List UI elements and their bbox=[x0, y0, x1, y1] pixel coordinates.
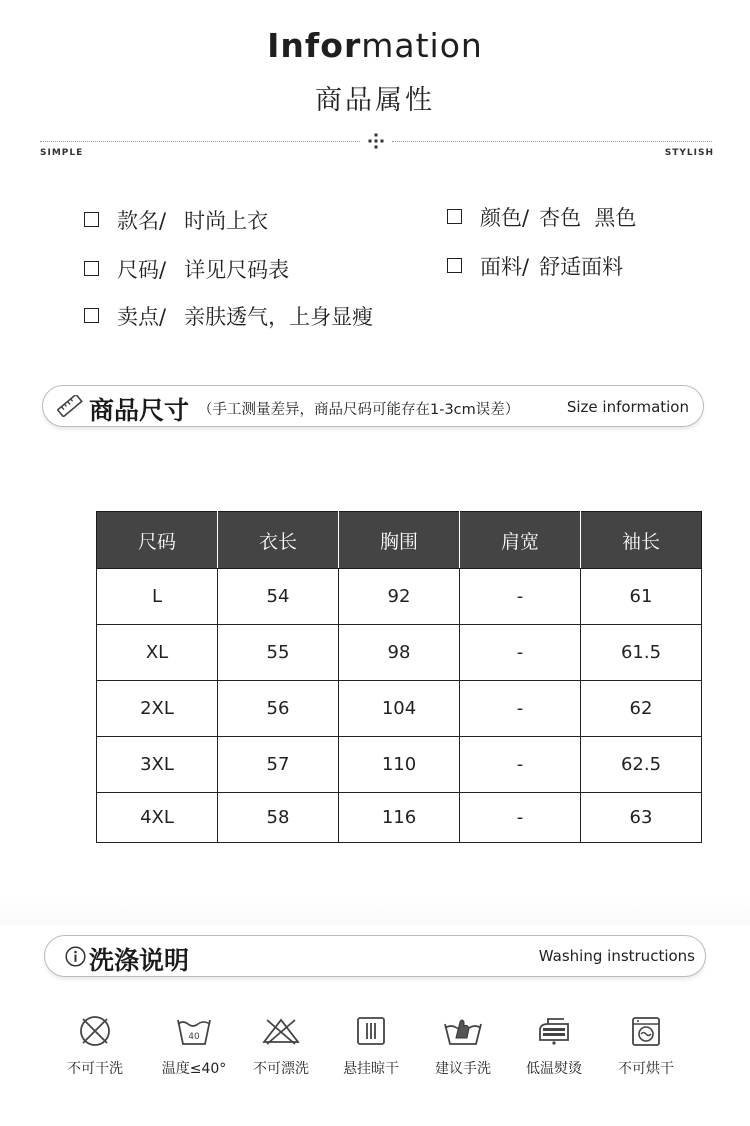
wash-item-low-iron bbox=[509, 1014, 599, 1078]
wash-section-title: 洗涤说明 bbox=[89, 946, 190, 975]
size-section-header bbox=[42, 385, 704, 427]
checkbox-icon bbox=[447, 258, 462, 273]
no-dry-clean-icon bbox=[78, 1014, 112, 1048]
checkbox-icon bbox=[84, 308, 99, 323]
table-header-cell: 袖长 bbox=[581, 512, 702, 569]
size-table bbox=[96, 511, 702, 843]
table-row bbox=[97, 569, 702, 625]
attr-value: 舒适面料 bbox=[539, 255, 624, 279]
table-cell: 104 bbox=[339, 681, 460, 737]
attr-label: 颜色/ bbox=[480, 206, 530, 230]
wash-section-header bbox=[44, 935, 706, 977]
table-row bbox=[97, 737, 702, 793]
ornament-icon bbox=[368, 133, 384, 149]
divider-left bbox=[40, 141, 360, 142]
checkbox-icon bbox=[84, 261, 99, 276]
table-cell: 61.5 bbox=[581, 625, 702, 681]
attr-label: 卖点/ bbox=[117, 305, 167, 329]
table-cell: - bbox=[460, 681, 581, 737]
table-cell: 54 bbox=[218, 569, 339, 625]
info-icon bbox=[65, 946, 86, 967]
checkbox-icon bbox=[84, 212, 99, 227]
wash-temp: 40 bbox=[188, 1032, 200, 1042]
attr-color bbox=[447, 202, 636, 232]
wash-item-hang-dry bbox=[326, 1014, 416, 1078]
table-cell: 110 bbox=[339, 737, 460, 793]
table-header-cell: 尺码 bbox=[97, 512, 218, 569]
wash-label: 温度≤40° bbox=[161, 1061, 227, 1077]
table-cell: 58 bbox=[218, 793, 339, 843]
table-cell: 63 bbox=[581, 793, 702, 843]
table-cell: L bbox=[97, 569, 218, 625]
attr-label: 面料/ bbox=[480, 255, 530, 279]
table-header-row bbox=[97, 512, 702, 569]
wash-item-no-dry-clean bbox=[50, 1014, 140, 1078]
wash-item-hand-wash bbox=[418, 1014, 508, 1078]
wash-label: 低温熨烫 bbox=[526, 1061, 582, 1077]
checkbox-icon bbox=[447, 209, 462, 224]
table-cell: 92 bbox=[339, 569, 460, 625]
divider-right bbox=[392, 141, 712, 142]
table-cell: - bbox=[460, 737, 581, 793]
table-cell: 98 bbox=[339, 625, 460, 681]
hand-wash-icon bbox=[442, 1014, 484, 1048]
table-cell: 62.5 bbox=[581, 737, 702, 793]
attr-fabric bbox=[447, 251, 623, 281]
attr-label: 尺码/ bbox=[117, 258, 167, 282]
attr-label: 款名/ bbox=[117, 209, 167, 233]
attr-value: 杏色 黑色 bbox=[539, 206, 637, 230]
page-title-cn: 商品属性 bbox=[315, 85, 435, 116]
page-title-en bbox=[0, 26, 750, 65]
wash-item-wash-40 bbox=[149, 1014, 239, 1078]
table-cell: 4XL bbox=[97, 793, 218, 843]
no-bleach-icon bbox=[261, 1014, 301, 1048]
wash-item-no-bleach bbox=[236, 1014, 326, 1078]
table-row bbox=[97, 681, 702, 737]
size-section-en: Size information bbox=[566, 398, 689, 416]
hang-dry-icon bbox=[354, 1014, 388, 1048]
tag-simple: SIMPLE bbox=[40, 148, 84, 158]
attr-value: 详见尺码表 bbox=[184, 258, 290, 282]
wash-label: 不可烘干 bbox=[618, 1061, 674, 1077]
wash-label: 不可干洗 bbox=[67, 1061, 123, 1077]
attr-selling-point bbox=[84, 301, 373, 331]
wash-label: 悬挂晾干 bbox=[343, 1061, 399, 1077]
wash-label: 不可漂洗 bbox=[253, 1061, 309, 1077]
low-iron-icon bbox=[534, 1014, 574, 1048]
table-header-cell: 胸围 bbox=[339, 512, 460, 569]
attr-size bbox=[84, 254, 289, 284]
table-cell: - bbox=[460, 569, 581, 625]
tag-stylish: STYLISH bbox=[664, 148, 714, 158]
table-cell: 3XL bbox=[97, 737, 218, 793]
section-separator bbox=[0, 895, 750, 925]
wash-label: 建议手洗 bbox=[435, 1061, 491, 1077]
table-cell: 2XL bbox=[97, 681, 218, 737]
table-cell: 57 bbox=[218, 737, 339, 793]
table-row bbox=[97, 625, 702, 681]
table-cell: - bbox=[460, 625, 581, 681]
title-en-bold: Infor bbox=[267, 26, 362, 65]
attr-style-name bbox=[84, 205, 268, 235]
table-cell: 55 bbox=[218, 625, 339, 681]
table-header-cell: 衣长 bbox=[218, 512, 339, 569]
wash-item-no-tumble-dry bbox=[601, 1014, 691, 1078]
table-row bbox=[97, 793, 702, 843]
title-en-light: mation bbox=[361, 26, 483, 65]
no-tumble-dry-icon bbox=[629, 1014, 663, 1048]
table-cell: 116 bbox=[339, 793, 460, 843]
wash-section-en: Washing instructions bbox=[538, 947, 695, 965]
table-cell: - bbox=[460, 793, 581, 843]
attr-value: 时尚上衣 bbox=[184, 209, 269, 233]
ruler-icon bbox=[57, 395, 83, 417]
table-header-cell: 肩宽 bbox=[460, 512, 581, 569]
wash-40-icon bbox=[175, 1014, 213, 1048]
size-section-note: （手工测量差异，商品尺码可能存在1-3cm误差） bbox=[198, 402, 520, 418]
table-cell: 56 bbox=[218, 681, 339, 737]
table-cell: 61 bbox=[581, 569, 702, 625]
size-section-title: 商品尺寸 bbox=[89, 396, 190, 425]
table-cell: XL bbox=[97, 625, 218, 681]
attr-value: 亲肤透气，上身显瘦 bbox=[184, 305, 374, 329]
table-cell: 62 bbox=[581, 681, 702, 737]
